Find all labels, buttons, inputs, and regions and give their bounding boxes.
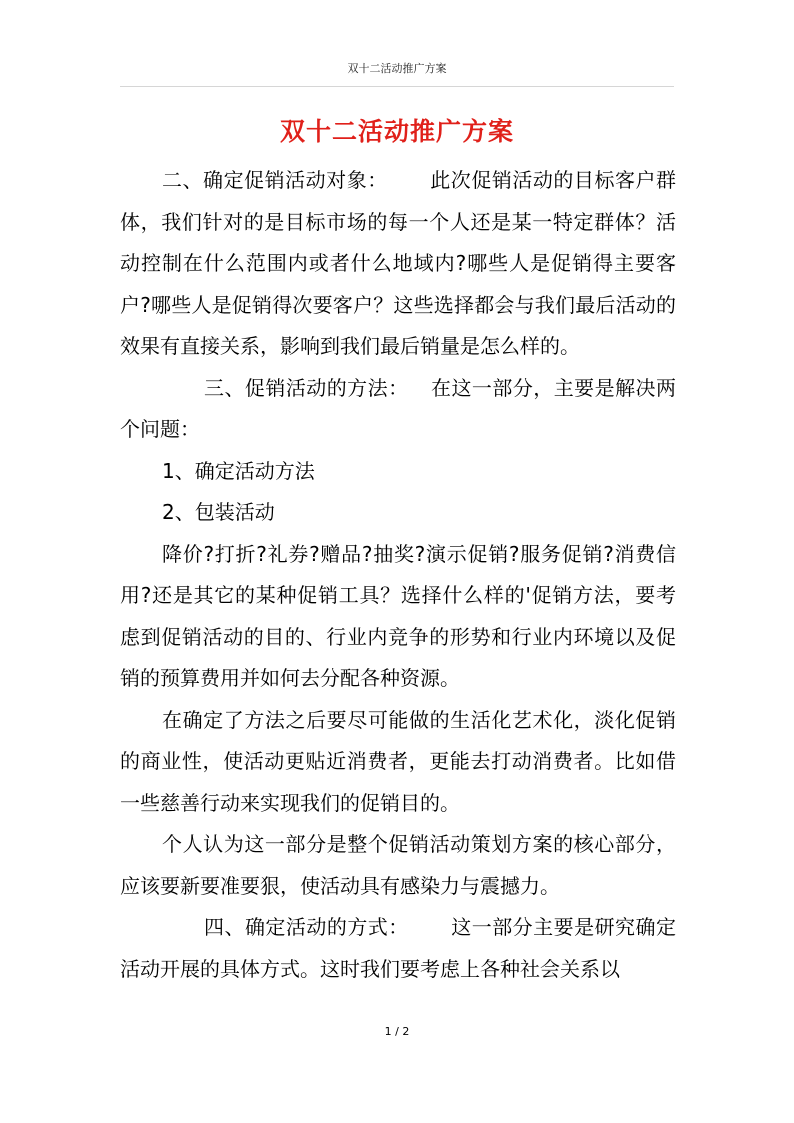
list-item: 2、包装活动 bbox=[162, 500, 275, 524]
paragraph-text: 个人认为这一部分是整个促销活动策划方案的核心部分，应该要新要准要狠，使活动具有感染力与震撼力。 bbox=[120, 832, 676, 898]
header-rule bbox=[120, 86, 674, 87]
list-item: 1、确定活动方法 bbox=[162, 458, 315, 483]
document-title: 双十二活动推广方案 bbox=[279, 117, 514, 146]
page-number: 1 / 2 bbox=[384, 1025, 410, 1038]
section-heading-2: 二、确定促销活动对象： bbox=[162, 168, 388, 192]
paragraph-activity-mode bbox=[120, 907, 676, 990]
paragraph-text: 这一部分主要是研究确定活动开展的具体方式。这时我们要考虑上各种社会关系以 bbox=[120, 915, 677, 981]
paragraph-text: 此次促销活动的目标客户群体，我们针对的是目标市场的每一个人还是某一特定群体？活动控制在什么范围内或者什么地域内?哪些人是促销得主要客户?哪些人是促销得次要客户？这些选择都会与我们最后活动的效果有直接关系，影响到我们最后销量是怎么样的。 bbox=[120, 168, 677, 358]
paragraph-promotion-methods bbox=[120, 368, 676, 451]
paragraph-text: 在确定了方法之后要尽可能做的生活化艺术化，淡化促销的商业性，使活动更贴近消费者，更能去打动消费者。比如借一些慈善行动来实现我们的促销目的。 bbox=[120, 707, 676, 815]
section-heading-4: 四、确定活动的方式： bbox=[204, 915, 409, 939]
paragraph-text: 降价?打折?礼券?赠品?抽奖?演示促销?服务促销?消费信用?还是其它的某种促销工具？选择什么样的'促销方法，要考虑到促销活动的目的、行业内竞争的形势和行业内环境以及促销的预算费用并如何去分配各种资源。 bbox=[120, 541, 676, 690]
paragraph-target-audience bbox=[120, 160, 676, 368]
paragraph-text: 在这一部分，主要是解决两个问题： bbox=[120, 375, 677, 441]
running-header: 双十二活动推广方案 bbox=[347, 62, 447, 75]
section-heading-3: 三、促销活动的方法： bbox=[204, 375, 409, 400]
document-body bbox=[120, 160, 676, 990]
